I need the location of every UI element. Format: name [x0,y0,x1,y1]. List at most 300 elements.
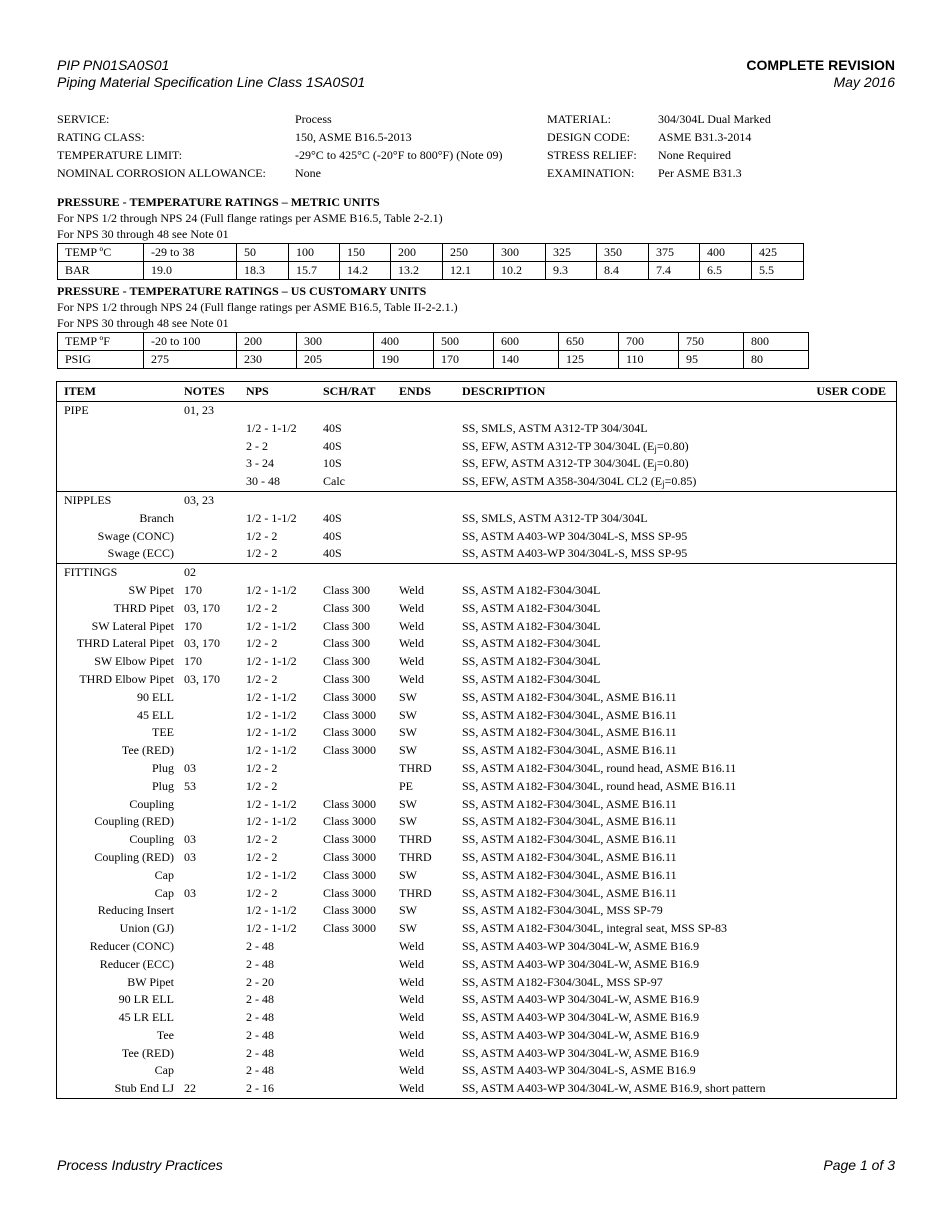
us-note-1: For NPS 1/2 through NPS 24 (Full flange ratings per ASME B16.5, Table II-2-2.1.) [57,300,458,314]
us-ratings-section [57,283,917,369]
row-notes: 03, 170 [184,600,220,615]
row-sch: Class 3000 [323,814,377,829]
row-description: SS, ASTM A403-WP 304/304L-S, MSS SP-95 [462,528,688,543]
row-item: Reducer (ECC) [99,956,174,971]
row-ends: Weld [399,1063,425,1078]
row-ends: Weld [399,1081,425,1096]
row-nps: 1/2 - 1-1/2 [246,707,297,722]
row-notes: 03 [184,760,196,775]
row-user-code [799,885,896,903]
row-description [456,492,799,510]
row-item: THRD Elbow Pipet [79,671,174,686]
table-row [57,1080,896,1098]
row-description: SS, ASTM A182-F304/304L, integral seat, MSS SP-83 [462,921,728,936]
row-ends [393,420,456,438]
row-user-code [799,671,896,689]
row-description: SS, ASTM A182-F304/304L [462,654,601,669]
metric-ratings-section [57,194,917,280]
ratings-cell: 600 [494,333,559,351]
row-notes [177,938,240,956]
row-item: 45 ELL [137,707,174,722]
row-notes: 170 [184,582,202,597]
col-header-nps: NPS [246,384,269,398]
ratings-cell: 19.0 [144,262,237,280]
ratings-row-label: PSIG [58,351,144,369]
row-item: Coupling [129,832,174,847]
row-notes [177,867,240,885]
ratings-cell: 110 [619,351,679,369]
row-sch: 40S [323,528,342,543]
row-nps: 1/2 - 1-1/2 [246,796,297,811]
row-sch [316,938,393,956]
row-nps: 2 - 48 [246,1027,274,1042]
row-sch: Class 3000 [323,832,377,847]
table-row [57,885,896,903]
document-header-left [57,57,365,91]
ratings-cell: 800 [744,333,809,351]
row-description: SS, EFW, ASTM A312-TP 304/304L $(E_j=0.80)$ [462,438,689,454]
row-notes [177,742,240,760]
row-description: SS, ASTM A182-F304/304L, ASME B16.11 [462,832,677,847]
row-user-code [799,402,896,420]
row-item: BW Pipet [127,974,174,989]
row-sch: Class 3000 [323,903,377,918]
service-label: STRESS RELIEF: [547,148,637,162]
row-notes [177,796,240,814]
row-item: Coupling (RED) [94,849,174,864]
row-description: SS, ASTM A182-F304/304L, round head, ASME B16.11 [462,760,737,775]
ratings-cell: 170 [434,351,494,369]
table-row [57,491,896,510]
row-sch: Class 3000 [323,796,377,811]
ratings-cell: 400 [700,244,752,262]
ratings-row-label: TEMP ºC [58,244,144,262]
ratings-cell: 325 [546,244,597,262]
row-ends: SW [399,743,417,758]
components-table [56,381,897,1099]
ratings-cell: 80 [744,351,809,369]
row-notes [177,1045,240,1063]
row-ends: SW [399,814,417,829]
row-description: SS, ASTM A182-F304/304L [462,671,601,686]
ratings-cell: 14.2 [340,262,391,280]
row-user-code [799,1080,896,1098]
table-row [57,618,896,636]
row-user-code [799,760,896,778]
row-item: 90 LR ELL [118,992,174,1007]
table-row [57,653,896,671]
row-notes [177,455,240,473]
row-description: SS, ASTM A182-F304/304L, MSS SP-79 [462,903,663,918]
row-description: SS, ASTM A182-F304/304L [462,618,601,633]
service-info-row [57,128,897,146]
row-item: Swage (ECC) [107,546,174,561]
row-item: SW Lateral Pipet [91,618,174,633]
row-item: Union (GJ) [119,921,174,936]
table-row [57,635,896,653]
row-description: SS, ASTM A403-WP 304/304L-W, ASME B16.9, short pattern [462,1081,766,1096]
row-sch: Class 3000 [323,885,377,900]
row-description: SS, ASTM A182-F304/304L, ASME B16.11 [462,743,677,758]
ratings-cell: 350 [597,244,649,262]
row-notes: 03 [184,832,196,847]
row-user-code [799,920,896,938]
row-ends: Weld [399,600,425,615]
service-value: None [295,166,321,180]
row-nps: 2 - 2 [246,438,268,453]
ratings-cell: 375 [649,244,700,262]
row-user-code [799,831,896,849]
row-sch: Class 300 [323,582,371,597]
row-notes [177,991,240,1009]
row-nps: 1/2 - 2 [246,832,278,847]
row-item: Cap [154,867,174,882]
row-sch: Class 3000 [323,849,377,864]
row-item: Plug [151,760,174,775]
row-user-code [799,974,896,992]
row-ends: Weld [399,1010,425,1025]
table-row [57,991,896,1009]
ratings-cell: 8.4 [597,262,649,280]
row-item [57,420,177,438]
row-notes: 03 [184,885,196,900]
row-ends: SW [399,689,417,704]
row-user-code [799,635,896,653]
ratings-row [58,262,804,280]
row-sch: 40S [323,420,342,435]
row-notes: 02 [184,565,196,580]
row-user-code [799,991,896,1009]
row-sch: Class 3000 [323,689,377,704]
row-sch [316,492,393,510]
row-sch [316,1009,393,1027]
row-notes [177,974,240,992]
row-sch [316,760,393,778]
table-row [57,420,896,438]
row-notes [177,1027,240,1045]
row-ends [393,564,456,582]
row-user-code [799,956,896,974]
row-nps: 3 - 24 [246,456,274,471]
row-description: SS, ASTM A182-F304/304L [462,636,601,651]
row-item: Branch [139,510,174,525]
row-ends: Weld [399,956,425,971]
ratings-cell: 95 [679,351,744,369]
row-user-code [799,528,896,546]
row-nps: 2 - 48 [246,956,274,971]
row-user-code [799,938,896,956]
row-item: NIPPLES [64,492,112,507]
table-row [57,689,896,707]
row-ends: Weld [399,1027,425,1042]
service-info-row [57,110,897,128]
table-row [57,742,896,760]
row-sch [316,1027,393,1045]
row-description: SS, ASTM A403-WP 304/304L-S, MSS SP-95 [462,546,688,561]
ratings-cell: 140 [494,351,559,369]
row-description: SS, ASTM A182-F304/304L, ASME B16.11 [462,689,677,704]
row-user-code [799,849,896,867]
row-notes [177,707,240,725]
row-nps: 1/2 - 1-1/2 [246,420,297,435]
row-item: THRD Lateral Pipet [76,636,174,651]
table-row [57,849,896,867]
components-header-row [57,382,896,402]
ratings-cell: 500 [434,333,494,351]
row-item: Cap [154,1063,174,1078]
row-item: SW Elbow Pipet [94,654,174,669]
row-notes: 170 [184,618,202,633]
row-description: SS, ASTM A182-F304/304L, ASME B16.11 [462,867,677,882]
service-label: EXAMINATION: [547,166,635,180]
row-user-code [799,742,896,760]
row-ends [393,528,456,546]
row-nps: 1/2 - 1-1/2 [246,654,297,669]
row-description: SS, ASTM A182-F304/304L, MSS SP-97 [462,974,663,989]
table-row [57,902,896,920]
ratings-cell: 190 [374,351,434,369]
row-description: SS, ASTM A403-WP 304/304L-S, ASME B16.9 [462,1063,696,1078]
row-user-code [799,902,896,920]
row-notes: 170 [184,654,202,669]
row-nps: 1/2 - 2 [246,600,278,615]
row-nps: 1/2 - 1-1/2 [246,921,297,936]
ratings-cell: 750 [679,333,744,351]
row-sch: Class 3000 [323,725,377,740]
row-description: SS, ASTM A182-F304/304L, round head, ASME B16.11 [462,778,737,793]
row-notes [177,689,240,707]
row-sch: Class 300 [323,654,371,669]
row-nps: 1/2 - 2 [246,546,278,561]
ratings-row [58,244,804,262]
ratings-cell: 13.2 [391,262,443,280]
row-user-code [799,1009,896,1027]
row-nps: 2 - 48 [246,992,274,1007]
table-row [57,956,896,974]
row-sch: Class 3000 [323,743,377,758]
metric-title: PRESSURE - TEMPERATURE RATINGS – METRIC UNITS [57,195,380,209]
row-ends [393,402,456,420]
row-ends: Weld [399,1045,425,1060]
row-item [57,455,177,473]
row-sch: Class 300 [323,618,371,633]
row-nps: 1/2 - 2 [246,885,278,900]
row-notes [177,420,240,438]
row-sch [316,956,393,974]
row-nps: 2 - 48 [246,938,274,953]
row-nps: 1/2 - 1-1/2 [246,689,297,704]
table-row [57,545,896,563]
ratings-cell: 425 [752,244,804,262]
row-item: Cap [154,885,174,900]
row-description: SS, ASTM A182-F304/304L, ASME B16.11 [462,707,677,722]
row-description: SS, ASTM A182-F304/304L, ASME B16.11 [462,885,677,900]
ratings-cell: 15.7 [289,262,340,280]
doc-title: Piping Material Specification Line Class 1SA0S01 [57,74,366,90]
ratings-cell: 6.5 [700,262,752,280]
row-description: SS, ASTM A403-WP 304/304L-W, ASME B16.9 [462,1027,700,1042]
table-row [57,938,896,956]
row-nps: 1/2 - 2 [246,671,278,686]
metric-note-2: For NPS 30 through 48 see Note 01 [57,227,229,241]
table-row [57,582,896,600]
table-row [57,796,896,814]
row-ends: Weld [399,671,425,686]
row-ends: Weld [399,992,425,1007]
row-ends: Weld [399,618,425,633]
row-sch: Class 300 [323,671,371,686]
row-item: Coupling [129,796,174,811]
row-ends: SW [399,903,417,918]
row-user-code [799,545,896,563]
row-nps: 2 - 48 [246,1063,274,1078]
row-user-code [799,492,896,510]
service-info-row [57,164,897,182]
service-label: TEMPERATURE LIMIT: [57,148,183,162]
row-sch: Class 3000 [323,867,377,882]
row-description: SS, ASTM A403-WP 304/304L-W, ASME B16.9 [462,938,700,953]
row-user-code [799,1027,896,1045]
row-user-code [799,420,896,438]
row-user-code [799,778,896,796]
row-ends: Weld [399,636,425,651]
col-header-user-code: USER CODE [816,384,886,398]
col-header-description: DESCRIPTION [462,384,546,398]
row-user-code [799,618,896,636]
row-item [57,438,177,456]
col-header-ends: ENDS [399,384,432,398]
row-user-code [799,1045,896,1063]
row-notes [177,920,240,938]
row-nps: 2 - 48 [246,1010,274,1025]
us-note-2: For NPS 30 through 48 see Note 01 [57,316,229,330]
row-notes: 22 [184,1081,196,1096]
row-item: 90 ELL [137,689,174,704]
ratings-row-label: BAR [58,262,144,280]
table-row [57,438,896,456]
row-ends [393,455,456,473]
row-sch: 40S [323,438,342,453]
metric-note-1: For NPS 1/2 through NPS 24 (Full flange ratings per ASME B16.5, Table 2-2.1) [57,211,443,225]
row-notes [177,902,240,920]
row-nps [240,564,316,582]
service-label: MATERIAL: [547,112,611,126]
row-description: SS, ASTM A182-F304/304L, ASME B16.11 [462,814,677,829]
ratings-cell: 12.1 [443,262,494,280]
row-ends: SW [399,707,417,722]
row-user-code [799,707,896,725]
row-user-code [799,1062,896,1080]
row-ends: THRD [399,885,432,900]
row-nps: 1/2 - 1-1/2 [246,582,297,597]
service-value: -29°C to 425°C (-20°F to 800°F) (Note 09) [295,148,503,162]
document-header-right [746,57,895,91]
row-sch: Class 3000 [323,921,377,936]
service-label: SERVICE: [57,112,110,126]
table-row [57,510,896,528]
service-value: None Required [658,148,731,162]
table-row [57,1062,896,1080]
row-nps: 1/2 - 2 [246,849,278,864]
row-description: SS, ASTM A403-WP 304/304L-W, ASME B16.9 [462,1010,700,1025]
row-notes [177,510,240,528]
row-notes [177,1062,240,1080]
row-item: PIPE [64,403,89,417]
service-value: Process [295,112,332,126]
ratings-cell: 100 [289,244,340,262]
row-sch [316,1062,393,1080]
service-value: 150, ASME B16.5-2013 [295,130,412,144]
row-description: SS, EFW, ASTM A358-304/304L CL2 $(E_j=0.85)$ [462,474,697,490]
row-notes [177,724,240,742]
table-row [57,831,896,849]
ratings-cell: -20 to 100 [144,333,237,351]
row-notes [177,438,240,456]
row-nps: 1/2 - 2 [246,528,278,543]
row-ends [393,492,456,510]
row-ends: THRD [399,849,432,864]
row-notes [177,1009,240,1027]
row-notes: 03, 23 [184,492,214,507]
row-item: FITTINGS [64,565,118,580]
row-nps: 1/2 - 1-1/2 [246,867,297,882]
row-item: Tee (RED) [121,1045,174,1060]
row-nps: 1/2 - 1-1/2 [246,725,297,740]
ratings-cell: 275 [144,351,237,369]
row-user-code [799,473,896,491]
table-row [57,707,896,725]
row-ends: Weld [399,938,425,953]
table-row [57,455,896,473]
service-label: DESIGN CODE: [547,130,630,144]
row-notes [177,545,240,563]
ratings-cell: 200 [237,333,297,351]
row-ends: THRD [399,832,432,847]
table-row [57,473,896,491]
row-nps [240,492,316,510]
row-user-code [799,813,896,831]
ratings-cell: 150 [340,244,391,262]
row-sch [316,1045,393,1063]
us-title: PRESSURE - TEMPERATURE RATINGS – US CUSTOMARY UNITS [57,284,427,298]
row-sch: Class 300 [323,636,371,651]
row-item: Tee (RED) [121,743,174,758]
row-item: Reducer (CONC) [89,938,174,953]
row-item: TEE [152,725,174,740]
footer-left: Process Industry Practices [57,1157,223,1173]
row-ends: THRD [399,760,432,775]
row-sch [316,402,393,420]
components-body [57,402,896,1098]
row-user-code [799,724,896,742]
ratings-cell: 230 [237,351,297,369]
ratings-cell: 250 [443,244,494,262]
row-notes: 03 [184,849,196,864]
row-notes: 01, 23 [184,403,214,417]
row-item [57,473,177,491]
row-nps: 1/2 - 1-1/2 [246,743,297,758]
col-header-notes: NOTES [184,384,225,398]
row-item: Tee [156,1027,174,1042]
row-user-code [799,564,896,582]
row-user-code [799,455,896,473]
service-info [57,110,897,182]
row-ends: Weld [399,974,425,989]
row-nps: 1/2 - 2 [246,636,278,651]
ratings-cell: 125 [559,351,619,369]
row-item: Reducing Insert [97,903,174,918]
metric-ratings-table [57,243,804,280]
